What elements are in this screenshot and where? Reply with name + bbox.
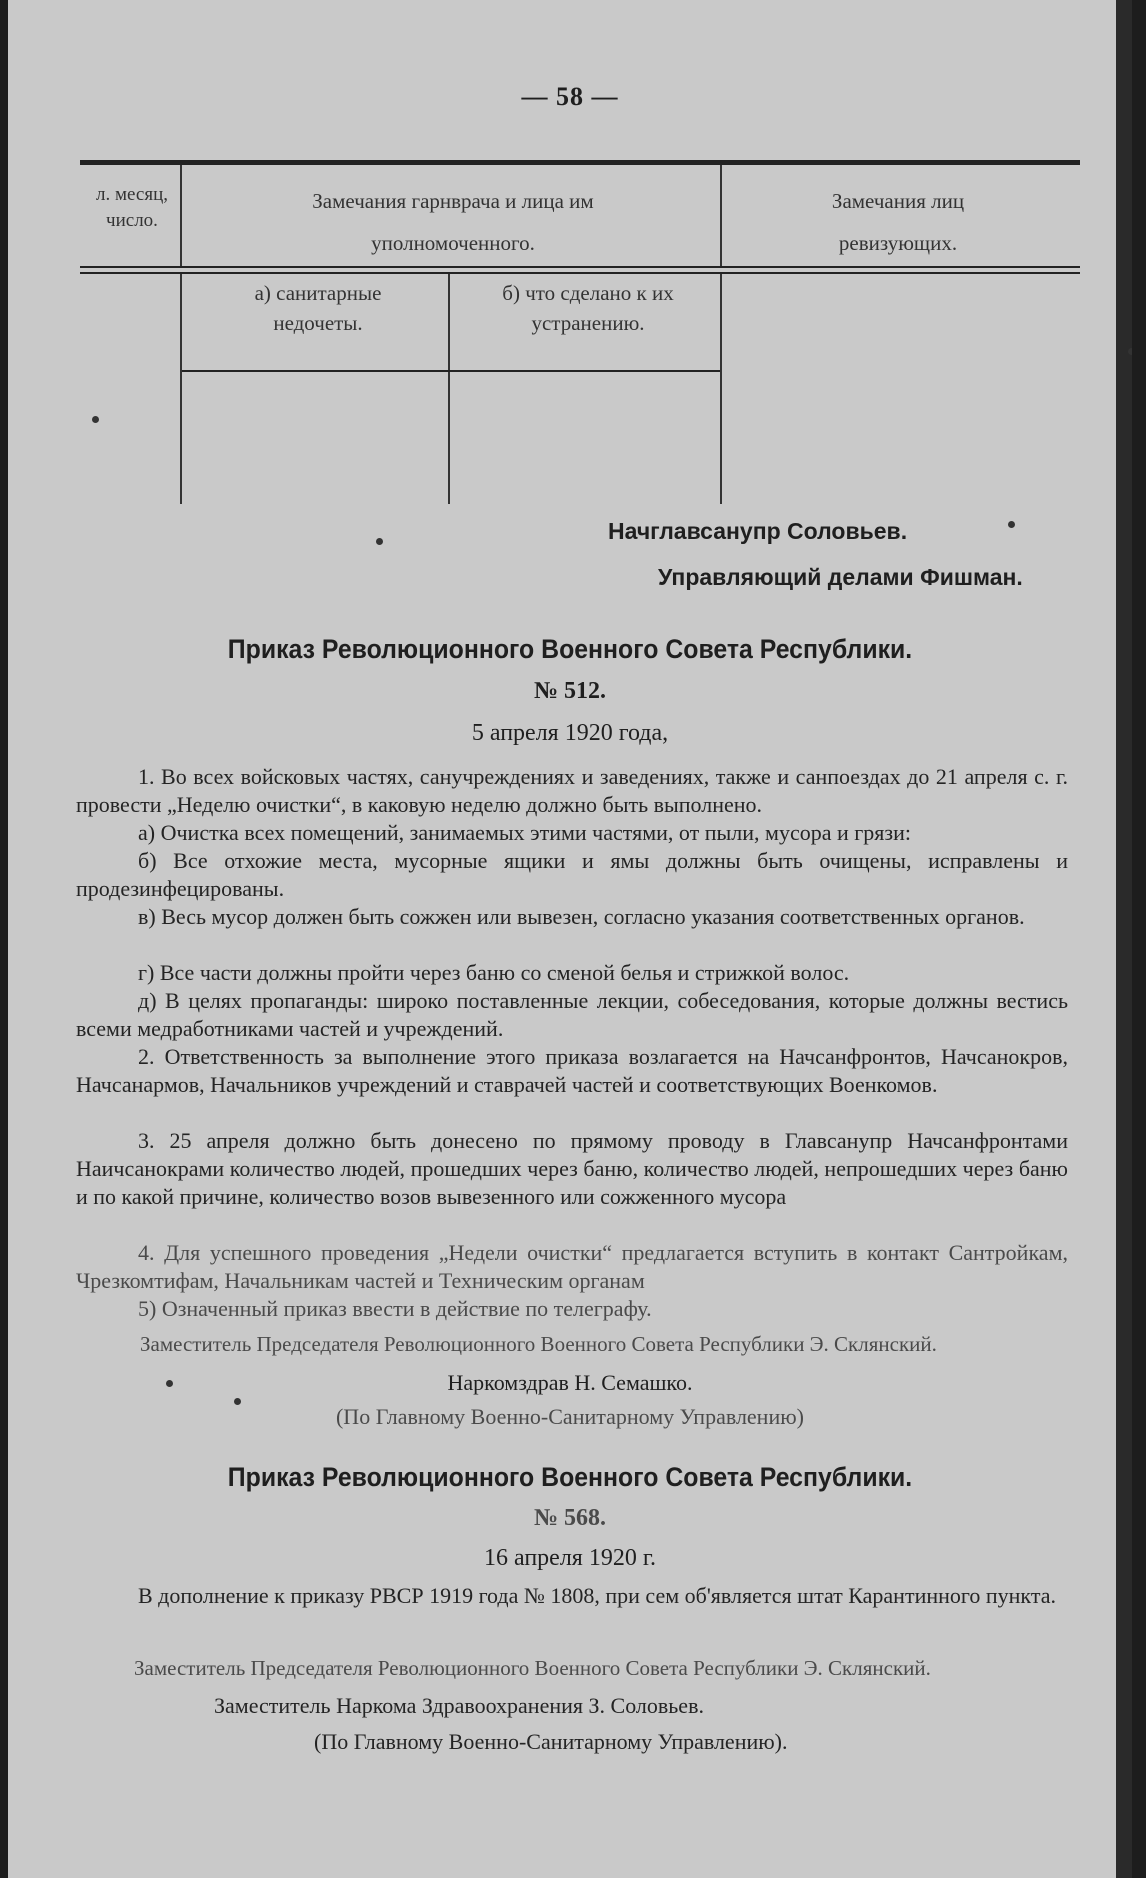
order-512-para-v: в) Весь мусор должен быть сожжен или вывезен, согласно указания соответственных органов. [138,904,1025,929]
order-568-signature-health: Заместитель Наркома Здравоохранения З. Соловьев. [214,1693,704,1718]
document-page [8,0,1132,1878]
scan-speck [376,538,383,545]
column-divider [448,274,450,504]
order-568-signature-deputy: Заместитель Председателя Революционного Военного Совета Республики Э. Склянский. [134,1656,931,1680]
column-header-date: л. месяц, число. [95,184,168,231]
order-512-signature-commissar: Наркомздрав Н. Семашко. [447,1370,693,1395]
order-568-title: Приказ Революционного Военного Совета Республики. [227,1462,913,1492]
order-512-date: 5 апреля 1920 года, [471,720,669,746]
order-568-date: 16 апреля 1920 г. [484,1545,656,1571]
scan-speck [166,1380,173,1387]
table-top-rule [80,160,1080,165]
order-512-number: № 512. [533,678,607,704]
order-512-para-d: д) В целях пропаганды: широко поставленные лекции, собеседования, которые должны вестись всеми медработниками частей и учреждений. [76,988,1068,1041]
order-512-para-3: 3. 25 апреля должно быть донесено по прямому проводу в Главсанупр Начсанфронтами Наичсанокрами количество людей, прошедших через баню, количество людей, непрошедших через баню и по какой причине, количество возов вывезенного или сожженного мусора [76,1128,1068,1209]
order-512-department: (По Главному Военно-Санитарному Управлению) [335,1404,804,1429]
order-512-para-b: б) Все отхожие места, мусорные ящики и ямы должны быть очищены, исправлены и продезинфецированы. [76,848,1068,901]
order-568-text: В дополнение к приказу РВСР 1919 года № 1808, при сем об'является штат Карантинного пункта. [138,1583,1056,1608]
order-512-signature-deputy: Заместитель Председателя Революционного Военного Совета Республики Э. Склянский. [140,1332,937,1356]
column-divider [720,274,722,504]
subheader-actions-taken: б) что сделано к их устранению. [502,281,674,335]
order-568-department: (По Главному Военно-Санитарному Управлению). [314,1729,788,1754]
subheader-rule [182,370,720,372]
column-header-auditors: Замечания лиц ревизующих. [831,189,965,255]
signature-manager: Управляющий делами Фишман. [658,564,1023,590]
order-568-number: № 568. [533,1505,607,1531]
column-divider [720,165,722,266]
order-512-para-1: 1. Во всех войсковых частях, санучреждениях и заведениях, также и санпоездах до 21 апреля с. г. провести „Неделю очистки“, в каковую неделю должно быть выполнено. [76,764,1068,817]
order-512-para-g: г) Все части должны пройти через баню со сменой белья и стрижкой волос. [138,960,850,985]
table-header-rule-1 [80,266,1080,268]
order-512-title: Приказ Революционного Военного Совета Республики. [227,634,913,664]
order-512-para-5: 5) Означенный приказ ввести в действие по телеграфу. [138,1296,652,1321]
column-divider [180,274,182,504]
scan-speck [1008,521,1015,528]
signature-head: Начглавсанупр Соловьев. [608,518,908,544]
scan-speck [234,1398,241,1405]
column-divider [180,165,182,266]
subheader-sanitary-defects: а) санитарные недочеты. [254,281,382,335]
page-number: — 58 — [521,82,619,111]
order-512-para-4: 4. Для успешного проведения „Недели очистки“ предлагается вступить в контакт Сантройкам, Чрезкомтифам, Начальникам частей и Техническим органам [76,1240,1068,1293]
order-512-para-a: а) Очистка всех помещений, занимаемых этими частями, от пыли, мусора и грязи: [138,820,911,845]
order-512-para-2: 2. Ответственность за выполнение этого приказа возлагается на Начсанфронтов, Начсанокров, Начсанармов, Начальников учреждений и ставрачей частей и соответствующих Военкомов. [76,1044,1068,1097]
scan-speck [92,416,99,423]
column-header-remarks: Замечания гарнврача и лица им уполномоченного. [312,189,594,255]
scan-speck [1128,348,1132,355]
scan-edge [1116,0,1132,1878]
table-header-rule-2 [80,272,1080,274]
